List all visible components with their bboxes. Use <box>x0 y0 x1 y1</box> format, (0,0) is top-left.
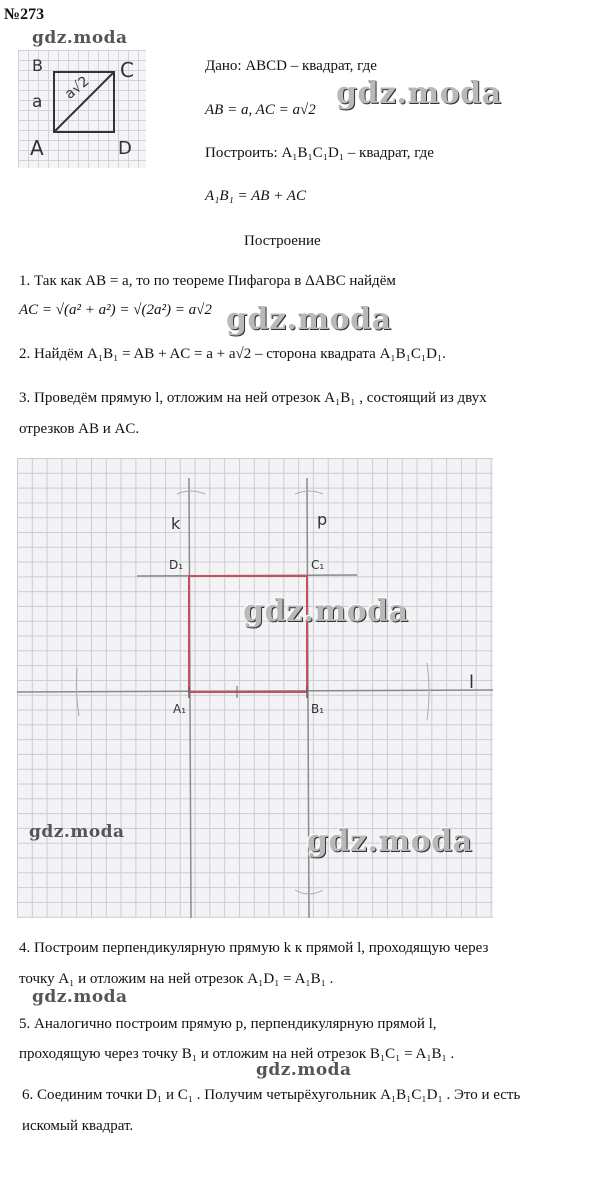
label-d1: D₁ <box>169 558 184 572</box>
given-line-2: AB = a, AC = a√2 <box>205 102 316 118</box>
step-5-line-2: проходящую через точку B₁ и отложим на ней отрезок B₁C₁ = A₁B₁ . <box>19 1046 455 1062</box>
label-l: l <box>469 672 475 693</box>
step-1: 1. Так как AB = a, то по теореме Пифагора в ΔABC найдём <box>19 273 396 289</box>
sketch-label-a: A <box>30 136 44 160</box>
watermark: gdz.moda <box>307 824 473 859</box>
watermark: gdz.moda <box>243 594 409 629</box>
step-1-formula: AC = √(a² + a²) = √(2a²) = a√2 <box>19 302 212 318</box>
section-title: Построение <box>244 233 321 249</box>
watermark: gdz.moda <box>256 1060 352 1080</box>
given-line-3: Построить: A₁B₁C₁D₁ – квадрат, где <box>205 145 434 161</box>
problem-number: №273 <box>4 6 45 23</box>
step-6-line-2: искомый квадрат. <box>22 1118 134 1134</box>
step-3-line-1: 3. Проведём прямую l, отложим на ней отрезок A₁B₁ , состоящий из двух <box>19 390 487 406</box>
construction-drawing <box>17 458 493 918</box>
watermark: gdz.moda <box>226 302 392 337</box>
step-3-line-2: отрезков AB и AC. <box>19 421 140 437</box>
step-6-line-1: 6. Соединим точки D₁ и C₁ . Получим четырёхугольник A₁B₁C₁D₁ . Это и есть <box>22 1087 521 1103</box>
watermark: gdz.moda <box>32 28 128 48</box>
watermark: gdz.moda <box>29 822 125 842</box>
sketch-label-diagonal: a√2 <box>61 73 93 103</box>
label-b1: B₁ <box>311 702 325 716</box>
step-2: 2. Найдём A₁B₁ = AB + AC = a + a√2 – сторона квадрата A₁B₁C₁D₁. <box>19 346 446 362</box>
given-line-4: A₁B₁ = AB + AC <box>205 188 306 204</box>
watermark: gdz.moda <box>32 987 128 1007</box>
label-c1: C₁ <box>311 558 325 572</box>
given-line-1: Дано: ABCD – квадрат, где <box>205 58 377 74</box>
step-4-line-2: точку A₁ и отложим на ней отрезок A₁D₁ = A₁B₁ . <box>19 971 334 987</box>
label-a1: A₁ <box>173 702 187 716</box>
sketch-label-c: C <box>120 58 134 82</box>
sketch-label-a-side: a <box>32 92 43 112</box>
sketch-label-d: D <box>118 138 132 159</box>
label-p: p <box>317 510 328 529</box>
step-5-line-1: 5. Аналогично построим прямую p, перпендикулярную прямой l, <box>19 1016 437 1032</box>
step-4-line-1: 4. Построим перпендикулярную прямую k к прямой l, проходящую через <box>19 940 489 956</box>
square-sketch <box>18 50 146 168</box>
watermark: gdz.moda <box>336 76 502 111</box>
label-k: k <box>171 514 181 533</box>
sketch-label-b: B <box>32 56 43 75</box>
